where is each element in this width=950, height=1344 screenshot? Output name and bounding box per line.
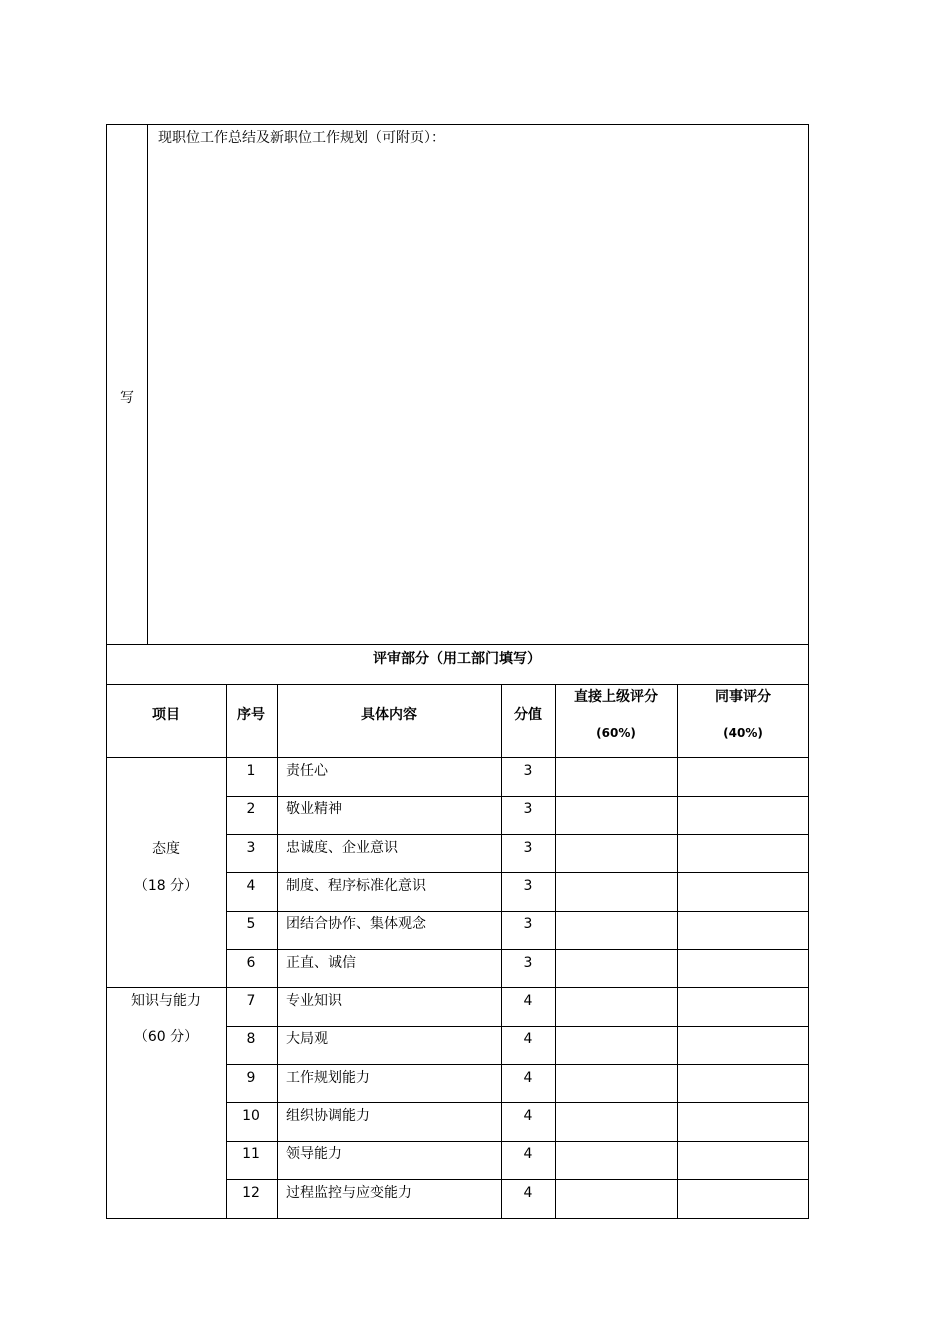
row-content: 大局观 — [286, 1031, 328, 1047]
row-seq: 12 — [242, 1185, 260, 1201]
row-separator — [226, 949, 809, 950]
row-score: 4 — [523, 1185, 533, 1201]
row-score: 3 — [523, 763, 533, 779]
row-separator — [226, 872, 809, 873]
header-supervisor: 直接上级评分 — [574, 689, 658, 705]
column-divider — [501, 684, 502, 1219]
row-content: 责任心 — [286, 763, 328, 779]
summary-prompt: 现职位工作总结及新职位工作规划（可附页）： — [158, 130, 445, 146]
header-item: 项目 — [152, 707, 180, 723]
row-score: 3 — [523, 801, 533, 817]
row-score: 4 — [523, 1031, 533, 1047]
row-seq: 11 — [242, 1146, 260, 1162]
header-peer-percent: (40%) — [723, 726, 763, 740]
row-score: 4 — [523, 1108, 533, 1124]
row-seq: 1 — [246, 763, 256, 779]
row-score: 4 — [523, 1146, 533, 1162]
frame-right-border — [808, 124, 809, 1219]
column-divider — [677, 684, 678, 1219]
frame-bottom-border — [106, 1218, 809, 1219]
frame-left-border — [106, 124, 107, 1219]
header-score: 分值 — [514, 707, 542, 723]
column-divider — [555, 684, 556, 1219]
side-label-divider — [147, 124, 148, 645]
row-content: 工作规划能力 — [286, 1070, 370, 1086]
column-divider — [226, 684, 227, 1219]
review-title-bottom-border — [106, 684, 809, 685]
top-section-bottom-border — [106, 644, 809, 645]
row-seq: 7 — [246, 993, 256, 1009]
row-separator — [226, 1141, 809, 1142]
row-seq: 6 — [246, 955, 256, 971]
header-content: 具体内容 — [361, 707, 417, 723]
row-content: 组织协调能力 — [286, 1108, 370, 1124]
row-separator — [226, 834, 809, 835]
row-separator — [226, 1026, 809, 1027]
frame-top-border — [106, 124, 809, 125]
row-score: 3 — [523, 878, 533, 894]
row-separator — [226, 1102, 809, 1103]
row-content: 过程监控与应变能力 — [286, 1185, 412, 1201]
header-bottom-border — [106, 757, 809, 758]
row-separator — [226, 1179, 809, 1180]
row-score: 4 — [523, 993, 533, 1009]
group-separator — [106, 987, 809, 988]
column-divider — [277, 684, 278, 1219]
row-content: 制度、程序标准化意识 — [286, 878, 426, 894]
row-seq: 10 — [242, 1108, 260, 1124]
group-name-attitude: 态度 — [152, 841, 180, 857]
review-section-title: 评审部分（用工部门填写） — [373, 651, 541, 667]
group-name-knowledge: 知识与能力 — [131, 993, 201, 1009]
row-seq: 8 — [246, 1031, 256, 1047]
row-seq: 2 — [246, 801, 256, 817]
group-points-attitude: （18 分） — [133, 878, 199, 894]
row-score: 4 — [523, 1070, 533, 1086]
header-supervisor-percent: (60%) — [596, 726, 636, 740]
row-content: 团结合协作、集体观念 — [286, 916, 426, 932]
row-score: 3 — [523, 955, 533, 971]
side-label: 写 — [120, 390, 134, 406]
header-seq: 序号 — [237, 707, 265, 723]
row-content: 领导能力 — [286, 1146, 342, 1162]
group-points-knowledge: （60 分） — [133, 1029, 199, 1045]
row-content: 忠诚度、企业意识 — [286, 840, 398, 856]
row-separator — [226, 911, 809, 912]
row-separator — [226, 1064, 809, 1065]
row-seq: 9 — [246, 1070, 256, 1086]
row-content: 正直、诚信 — [286, 955, 356, 971]
row-score: 3 — [523, 916, 533, 932]
row-content: 敬业精神 — [286, 801, 342, 817]
row-separator — [226, 796, 809, 797]
row-seq: 4 — [246, 878, 256, 894]
row-seq: 5 — [246, 916, 256, 932]
row-seq: 3 — [246, 840, 256, 856]
row-score: 3 — [523, 840, 533, 856]
row-content: 专业知识 — [286, 993, 342, 1009]
header-peer: 同事评分 — [715, 689, 771, 705]
